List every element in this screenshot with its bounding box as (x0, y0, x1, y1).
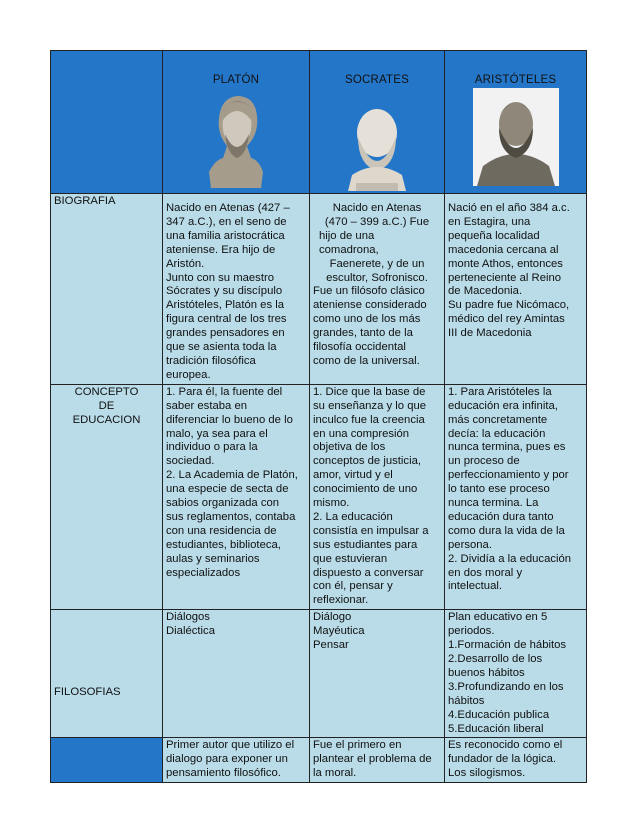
cell-line: más concretamente (448, 413, 548, 426)
cell-line: objetiva de los (313, 441, 386, 454)
row-label-text: BIOGRAFIA (54, 195, 116, 207)
cell-line: 2.Desarrollo de los (448, 653, 543, 665)
cell-platon-concepto (163, 384, 310, 610)
bust-icon (473, 88, 559, 186)
cell-line: 1. Para Aristóteles la (448, 385, 552, 398)
cell-line: dispuesto a conversar (313, 566, 424, 579)
cell-line: conceptos de justicia, (313, 455, 422, 468)
cell-line: escultor, Sofronisco. (326, 271, 428, 284)
cell-line: Los silogismos. (448, 767, 526, 780)
cell-line: comadrona, (319, 243, 379, 256)
cell-line: Faenerete, y de un (329, 257, 425, 270)
cell-line: en una compresión (313, 427, 410, 440)
header-socrates (310, 51, 445, 194)
cell-line: decía: la educación (448, 427, 546, 440)
cell-line: Fue el primero en (313, 739, 402, 752)
cell-line: que estuvieran (313, 552, 388, 565)
cell-line: nunca termina. La (448, 497, 539, 510)
cell-line: europea. (166, 368, 211, 381)
cell-line: malo, ya sea para el (166, 427, 268, 440)
cell-line: ateniense considerado (313, 299, 427, 312)
cell-line: perteneciente al Reino (448, 271, 562, 284)
cell-line: sus estudiantes para (313, 538, 418, 551)
cell-line: Nacido en Atenas (332, 202, 422, 214)
cell-line: sociedad. (166, 455, 215, 468)
cell-line: hábitos (448, 694, 485, 707)
cell-line: 4.Educación publica (448, 708, 550, 721)
cell-line: como uno de los más (313, 313, 421, 326)
row-concepto (51, 384, 587, 610)
cell-line: intelectual. (448, 580, 503, 593)
cell-line: educación dura tanto (448, 510, 554, 523)
cell-line: pequeña localidad (448, 229, 540, 242)
cell-socrates-concepto (310, 384, 445, 610)
cell-line: individuo o para la (166, 441, 258, 454)
cell-line: Fue un filósofo clásico (313, 285, 425, 298)
cell-line: perfeccionamiento y por (448, 469, 569, 482)
cell-line: inculco fue la creencia (313, 413, 425, 426)
cell-line: la moral. (313, 767, 357, 780)
cell-line: Diálogos (166, 611, 210, 624)
cell-line: Nació en el año 384 a.c. (448, 202, 570, 214)
cell-line: de Macedonia. (448, 285, 523, 298)
row-label-concepto (51, 384, 163, 610)
cell-line: filosofía occidental (313, 341, 406, 354)
cell-line: Diálogo (313, 611, 352, 624)
cell-line: Aristóteles, Platón es la (166, 299, 285, 312)
cell-line: un proceso de (448, 455, 520, 468)
cell-line: 1. Para él, la fuente del (166, 385, 283, 398)
bust-icon (201, 90, 271, 188)
cell-line: su enseñanza y lo que (313, 399, 427, 412)
cell-line: Su padre fue Nicómaco, (448, 299, 570, 312)
cell-line: 1.Formación de hábitos (448, 639, 567, 652)
cell-line: médico del rey Amintas (448, 313, 565, 326)
header-socrates-label: SOCRATES (344, 74, 409, 86)
cell-line: (470 – 399 a.C.) Fue (324, 215, 430, 228)
cell-line: amor, virtud y el (313, 469, 393, 482)
cell-line: macedonia cercana al (448, 243, 559, 256)
cell-line: dialogo para exponer un (166, 753, 288, 766)
cell-line: saber estaba en (166, 399, 248, 412)
cell-line: Dialéctica (166, 625, 215, 638)
cell-aristoteles-biografia (445, 194, 587, 385)
cell-socrates-extra (310, 738, 445, 783)
cell-line: como de la universal. (313, 354, 420, 367)
cell-line: en Estagira, una (448, 215, 531, 228)
header-aristoteles (445, 51, 587, 194)
cell-line: Pensar (313, 639, 349, 652)
row-extra (51, 738, 587, 783)
cell-line: grandes, tanto de la (313, 327, 413, 340)
cell-line: estudiantes, biblioteca, (166, 538, 281, 551)
cell-line: mismo. (313, 497, 350, 510)
cell-line: sus reglamentos, contaba (166, 510, 296, 523)
cell-line: sabios organizada con (166, 497, 280, 510)
cell-line: Mayéutica (313, 625, 365, 638)
cell-line: grandes pensadores en (166, 327, 285, 340)
header-aristoteles-label: ARISTÓTELES (474, 74, 557, 86)
row-filosofias (51, 610, 587, 738)
cell-line: buenos hábitos (448, 666, 525, 679)
row-label-filosofias (51, 610, 163, 738)
cell-line: 5.Educación liberal (448, 722, 544, 735)
row-label-biografia (51, 194, 163, 385)
cell-platon-extra (163, 738, 310, 783)
cell-line: persona. (448, 538, 492, 551)
cell-line: educación era infinita, (448, 399, 558, 412)
cell-line: monte Athos, entonces (448, 257, 563, 270)
cell-line: Sócrates y su discípulo (166, 285, 283, 298)
cell-line: diferenciar lo bueno de lo (166, 413, 293, 426)
cell-line: plantear el problema de (313, 753, 432, 766)
row-label-text: FILOSOFIAS (54, 685, 121, 698)
cell-aristoteles-filosofias (445, 610, 587, 738)
cell-line: como dura la vida de la (448, 524, 565, 537)
cell-line: conocimiento de uno (313, 483, 418, 496)
cell-line: especializados (166, 566, 241, 579)
row-label-text: EDUCACION (72, 413, 141, 426)
cell-line: pensamiento filosófico. (166, 767, 281, 780)
cell-line: III de Macedonia (448, 327, 532, 340)
cell-platon-biografia (163, 194, 310, 385)
cell-line: 2. La educación (313, 510, 393, 523)
cell-line: periodos. (448, 625, 495, 638)
cell-line: fundador de la lógica. (448, 753, 557, 766)
row-label-text: CONCEPTO (74, 385, 139, 398)
cell-line: lo tanto ese proceso (448, 483, 550, 496)
row-label-extra (51, 738, 163, 783)
cell-line: Primer autor que utilizo el (166, 739, 295, 752)
cell-line: con él, pensar y (313, 580, 393, 593)
cell-line: aulas y seminarios (166, 552, 260, 565)
row-biografia (51, 194, 587, 385)
cell-line: Junto con su maestro (166, 271, 275, 284)
cell-line: con una residencia de (166, 524, 277, 537)
cell-line: Nacido en Atenas (427 – (166, 202, 290, 214)
cell-line: en dos moral y (448, 566, 523, 579)
cell-socrates-biografia (310, 194, 445, 385)
cell-line: que se asienta toda la (166, 341, 277, 354)
cell-line: hijo de una (319, 229, 375, 242)
bust-icon (342, 101, 412, 191)
cell-line: una especie de secta de (166, 483, 289, 496)
cell-line: 1. Dice que la base de (313, 385, 426, 398)
header-platon (163, 51, 310, 194)
header-corner-cell (51, 51, 163, 194)
cell-line: 3.Profundizando en los (448, 680, 564, 693)
cell-line: una familia aristocrática (166, 229, 285, 242)
cell-line: reflexionar. (313, 594, 369, 607)
cell-platon-filosofias (163, 610, 310, 738)
comparison-table (50, 50, 587, 783)
cell-socrates-filosofias (310, 610, 445, 738)
cell-aristoteles-extra (445, 738, 587, 783)
header-row (51, 51, 587, 194)
cell-line: 347 a.C.), en el seno de (166, 215, 287, 228)
cell-line: Plan educativo en 5 (448, 611, 548, 624)
cell-line: figura central de los tres (166, 313, 287, 326)
cell-aristoteles-concepto (445, 384, 587, 610)
cell-line: consistía en impulsar a (313, 524, 429, 537)
cell-line: nunca termina, pues es (448, 441, 566, 454)
cell-line: 2. Dividía a la educación (448, 552, 572, 565)
header-platon-label: PLATÓN (212, 74, 260, 86)
cell-line: Es reconocido como el (448, 739, 563, 752)
cell-line: ateniense. Era hijo de (166, 243, 276, 256)
row-label-text: DE (98, 399, 115, 412)
cell-line: Aristón. (166, 257, 205, 270)
cell-line: tradición filosófica (166, 354, 256, 367)
cell-line: 2. La Academia de Platón, (166, 469, 298, 482)
